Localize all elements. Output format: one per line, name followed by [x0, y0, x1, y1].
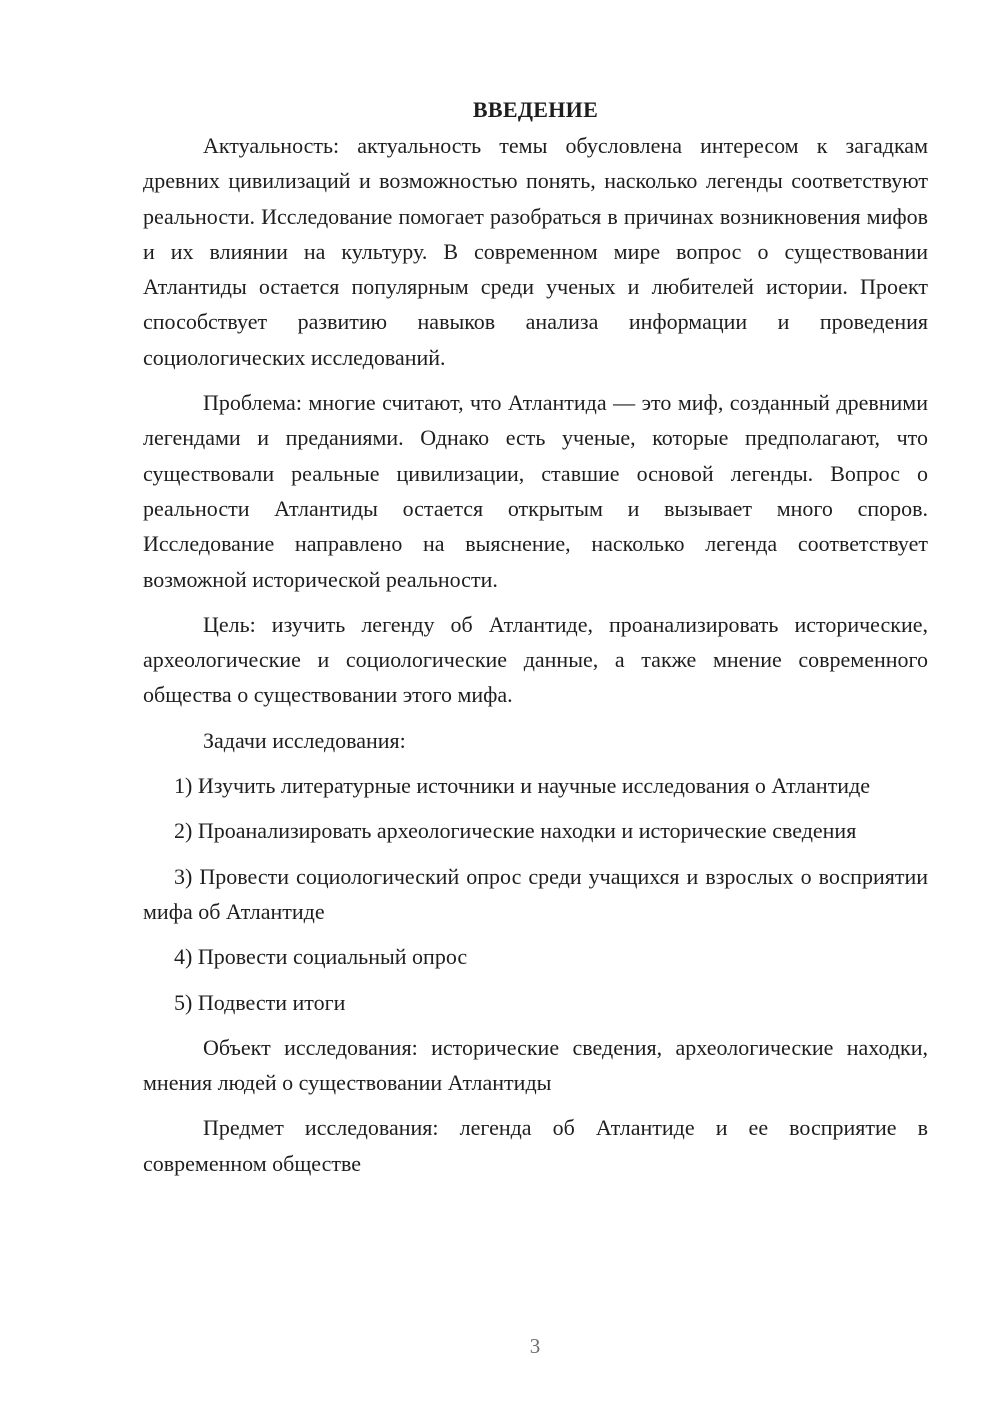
page-title: ВВЕДЕНИЕ: [472, 97, 599, 122]
tasks-title: Задачи исследования:: [203, 727, 406, 753]
object-paragraph: Объект исследования: исторические сведения, археологические находки, мнения людей о существовании Атлантиды: [143, 1034, 928, 1096]
page-number: 3: [529, 1334, 541, 1358]
task-item-2: 2) Проанализировать археологические находки и исторические сведения: [174, 818, 857, 844]
relevance-paragraph: Актуальность: актуальность темы обусловлена интересом к загадкам древних цивилизаций и возможностью понять, насколько легенды соответствуют реальности. Исследование помогает разобраться в причинах возникновения мифов и их влиянии на культуру. В современном мире вопрос о существовании Атлантиды остается популярным среди ученых и любителей истории. Проект способствует развитию навыков анализа информации и проведения социологических исследований.: [143, 133, 928, 370]
problem-paragraph: Проблема: многие считают, что Атлантида — это миф, созданный древними легендами и преданиями. Однако есть ученые, которые предполагают, что существовали реальные цивилизации, ставшие основой легенды. Вопрос о реальности Атлантиды остается открытым и вызывает много споров. Исследование направлено на выяснение, насколько легенда соответствует возможной исторической реальности.: [143, 390, 928, 592]
task-item-3: 3) Провести социологический опрос среди учащихся и взрослых о восприятии мифа об Атлантиде: [143, 863, 928, 924]
task-item-4: 4) Провести социальный опрос: [174, 944, 468, 970]
task-item-5: 5) Подвести итоги: [174, 989, 346, 1015]
task-item-1: 1) Изучить литературные источники и научные исследования о Атлантиде: [174, 773, 871, 799]
goal-paragraph: Цель: изучить легенду об Атлантиде, проанализировать исторические, археологические и социологические данные, а также мнение современного общества о существовании этого мифа.: [143, 611, 928, 708]
subject-paragraph: Предмет исследования: легенда об Атлантиде и ее восприятие в современном обществе: [143, 1115, 928, 1176]
document-page: [143, 94, 928, 1181]
